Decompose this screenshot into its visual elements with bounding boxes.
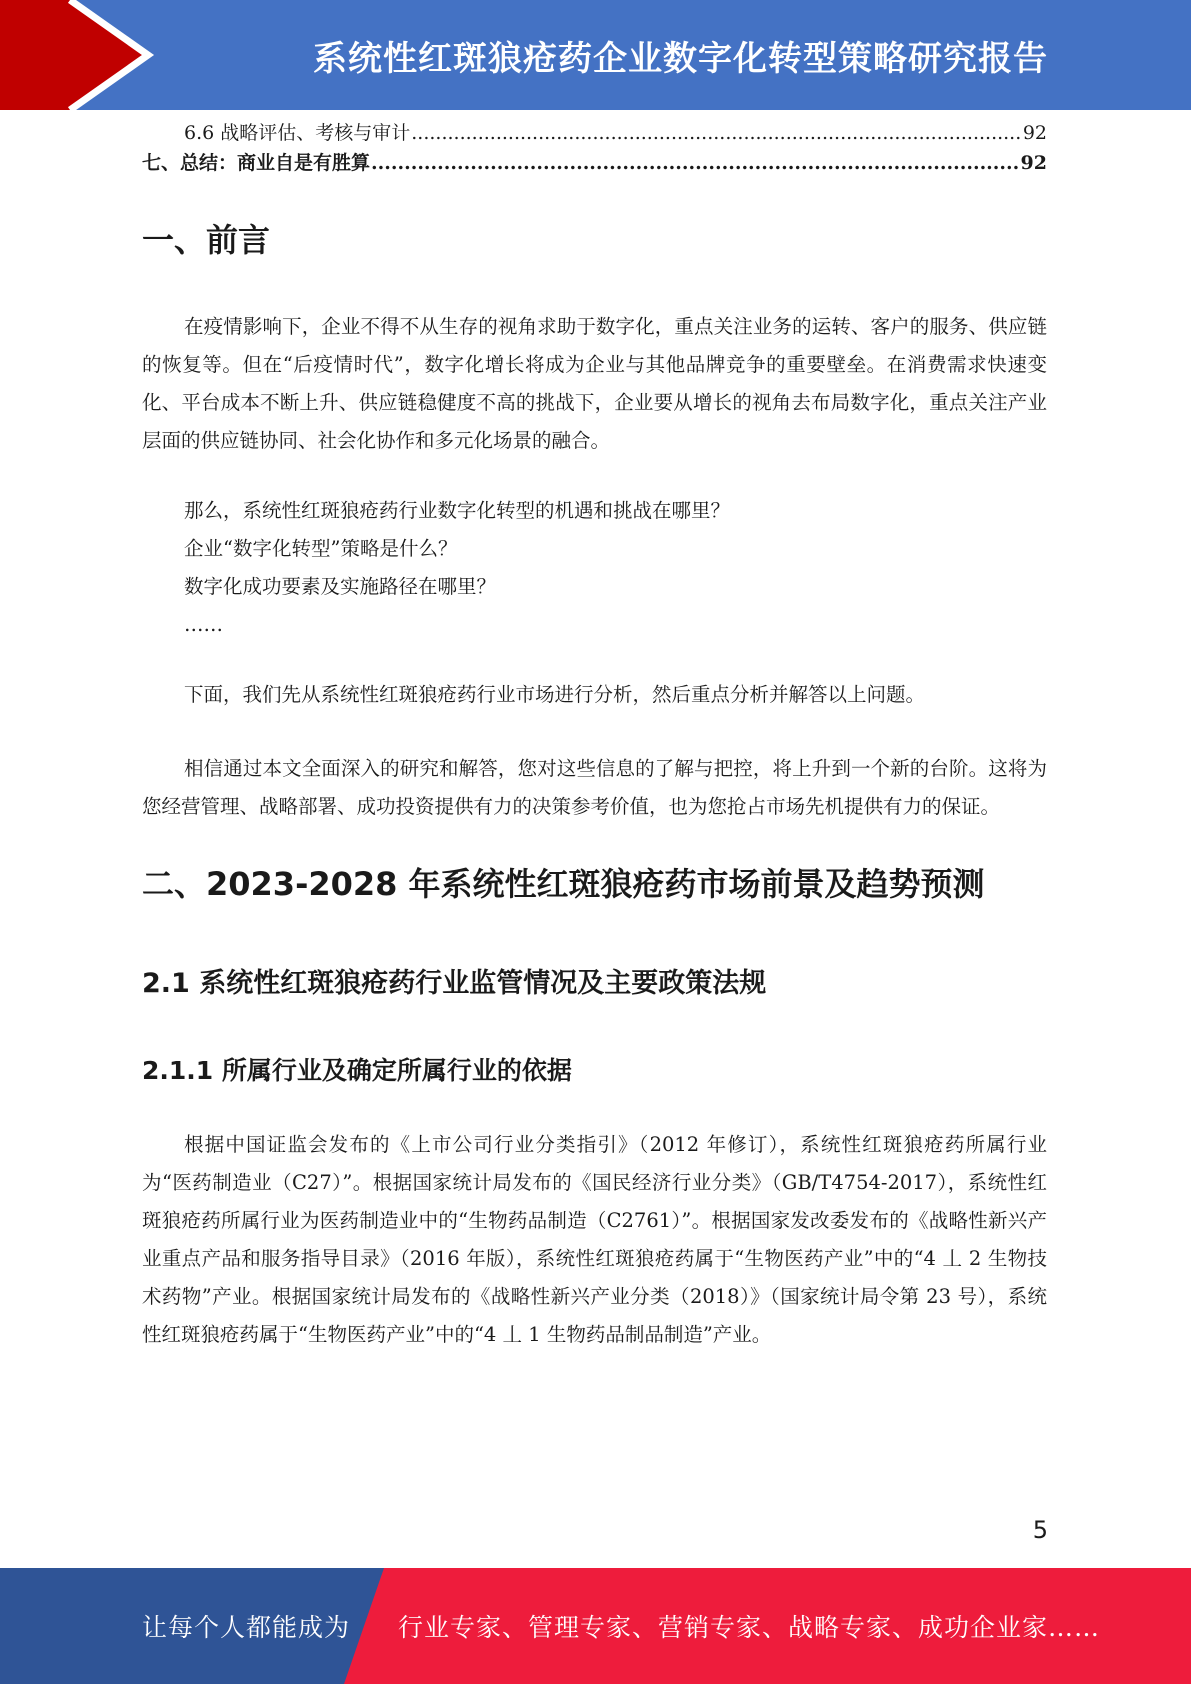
question-item: 数字化成功要素及实施路径在哪里？	[184, 575, 497, 598]
page-number: 5	[1032, 1516, 1048, 1544]
subsection-heading: 2.1 系统性红斑狼疮药行业监管情况及主要政策法规	[142, 968, 767, 999]
toc-entry-label: 七、总结：商业自是有胜算	[142, 152, 371, 174]
toc-entry[interactable]	[142, 118, 1047, 148]
toc-leader	[371, 148, 1020, 178]
page-content	[142, 118, 1047, 1354]
question-item: ……	[184, 613, 223, 636]
footer-banner	[0, 1568, 1191, 1684]
toc-leader	[411, 118, 1022, 148]
section-heading-preface: 一、前言	[142, 221, 271, 259]
paragraph: 下面，我们先从系统性红斑狼疮药行业市场进行分析，然后重点分析并解答以上问题。	[184, 683, 926, 706]
toc-entry[interactable]	[142, 148, 1047, 178]
paragraph: 相信通过本文全面深入的研究和解答，您对这些信息的了解与把控，将上升到一个新的台阶。这将为您经营管理、战略部署、成功投资提供有力的决策参考价值，也为您抢占市场先机提供有力的保证。	[142, 757, 1047, 818]
report-title: 系统性红斑狼疮药企业数字化转型策略研究报告	[313, 38, 1048, 79]
toc-entry-label: 6.6 战略评估、考核与审计	[184, 122, 411, 144]
question-list	[142, 492, 1047, 644]
footer-slogan-right: 行业专家、管理专家、营销专家、战略专家、成功企业家……	[398, 1613, 1101, 1642]
paragraph: 根据中国证监会发布的《上市公司行业分类指引》（2012 年修订），系统性红斑狼疮药所属行业为“医药制造业（C27）”。根据国家统计局发布的《国民经济行业分类》（GB/T4754-2017），系统性红斑狼疮药所属行业为医药制造业中的“生物药品制造（C2761）”。根据国家发改委发布的《战略性新兴产业重点产品和服务指导目录》（2016 年版），系统性红斑狼疮药属于“生物医药产业”中的“4 丄 2 生物技术药物”产业。根据国家统计局发布的《战略性新兴产业分类（2018）》（国家统计局令第 23 号），系统性红斑狼疮药属于“生物医药产业”中的“4 丄 1 生物药品制品制造”产业。	[142, 1133, 1047, 1346]
question-item: 那么，系统性红斑狼疮药行业数字化转型的机遇和挑战在哪里？	[184, 499, 731, 522]
question-item: 企业“数字化转型”策略是什么？	[184, 537, 458, 560]
subsubsection-heading: 2.1.1 所属行业及确定所属行业的依据	[142, 1056, 572, 1085]
table-of-contents	[142, 118, 1047, 178]
toc-entry-page: 92	[1022, 122, 1047, 144]
footer-slogan-left: 让每个人都能成为	[142, 1613, 351, 1642]
paragraph: 在疫情影响下，企业不得不从生存的视角求助于数字化，重点关注业务的运转、客户的服务、供应链的恢复等。但在“后疫情时代”，数字化增长将成为企业与其他品牌竞争的重要壁垒。在消费需求快速变化、平台成本不断上升、供应链稳健度不高的挑战下，企业要从增长的视角去布局数字化，重点关注产业层面的供应链协同、社会化协作和多元化场景的融合。	[142, 315, 1047, 452]
toc-entry-page: 92	[1020, 152, 1047, 174]
section-heading-market: 二、2023-2028 年系统性红斑狼疮药市场前景及趋势预测	[142, 865, 985, 903]
header-banner	[0, 0, 1191, 110]
